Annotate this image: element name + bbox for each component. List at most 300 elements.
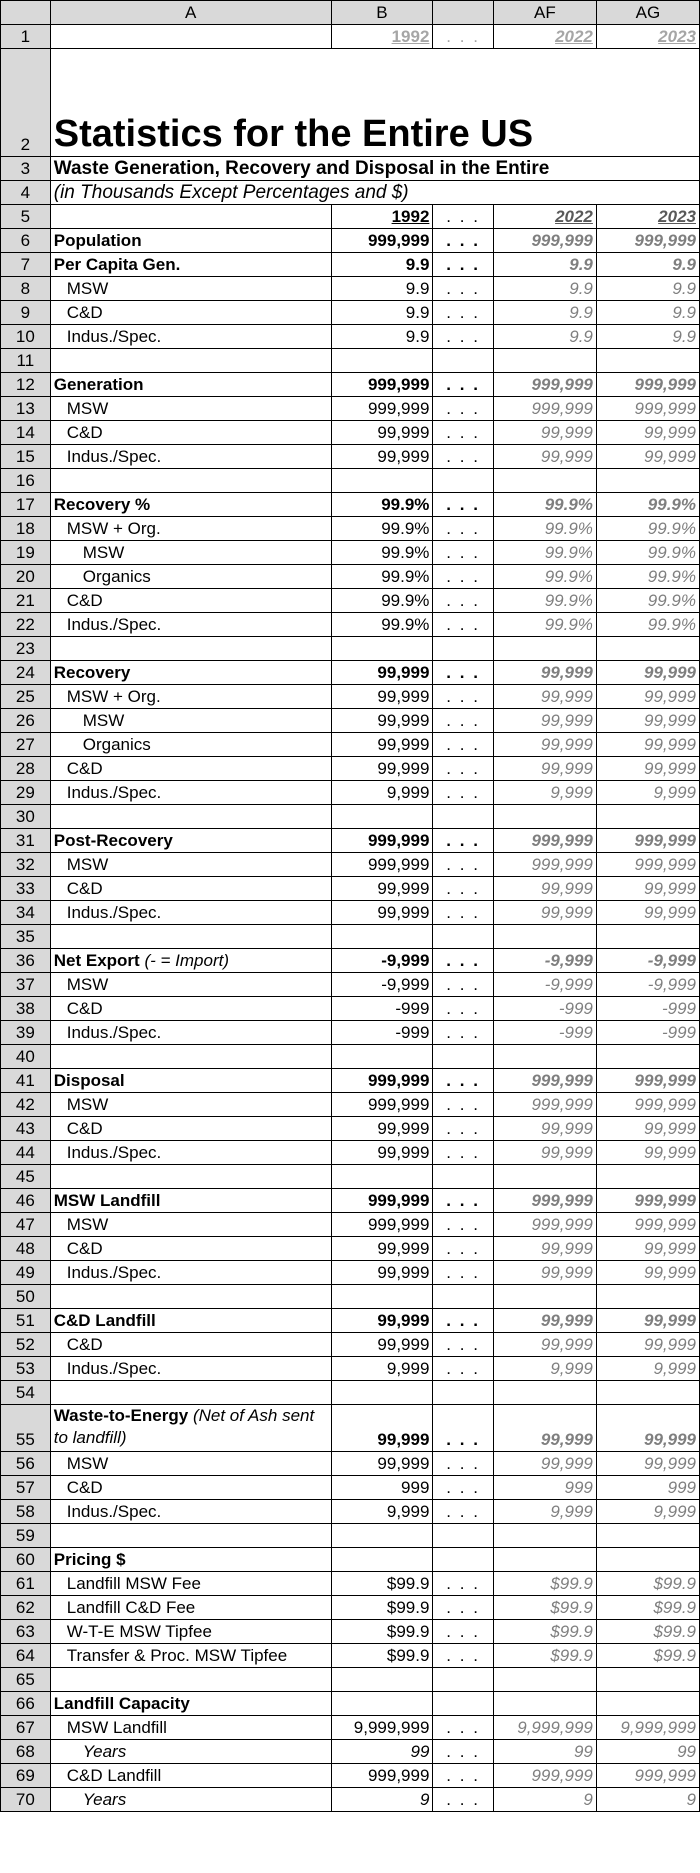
row-label[interactable] xyxy=(50,1596,331,1620)
value-1992[interactable]: -9,999 xyxy=(331,973,433,997)
row-label[interactable] xyxy=(50,613,331,637)
row-label[interactable] xyxy=(50,877,331,901)
row-label[interactable] xyxy=(50,661,331,685)
column-header-af[interactable]: AF xyxy=(493,1,596,25)
cell[interactable] xyxy=(50,1668,331,1692)
row-header[interactable]: 55 xyxy=(1,1405,51,1452)
value-1992[interactable]: 9.9 xyxy=(331,277,433,301)
value-2023[interactable]: 99,999 xyxy=(596,1333,699,1357)
row-header[interactable]: 31 xyxy=(1,829,51,853)
value-1992[interactable]: 99,999 xyxy=(331,421,433,445)
value-2023[interactable]: 999,999 xyxy=(596,853,699,877)
row-label[interactable] xyxy=(50,253,331,277)
cell[interactable] xyxy=(331,349,433,373)
value-2022[interactable]: 999 xyxy=(493,1476,596,1500)
value-2023[interactable]: 99,999 xyxy=(596,757,699,781)
ellipsis-cell[interactable]: . . . xyxy=(433,1500,493,1524)
cell[interactable] xyxy=(493,1045,596,1069)
value-2023[interactable]: 9.9 xyxy=(596,277,699,301)
value-2022[interactable] xyxy=(493,1548,596,1572)
row-label[interactable] xyxy=(50,493,331,517)
value-2023[interactable]: -9,999 xyxy=(596,973,699,997)
row-label[interactable] xyxy=(50,1716,331,1740)
row-header[interactable]: 60 xyxy=(1,1548,51,1572)
cell[interactable] xyxy=(50,1045,331,1069)
value-1992[interactable]: 99,999 xyxy=(331,733,433,757)
value-1992[interactable]: $99.9 xyxy=(331,1572,433,1596)
cell[interactable] xyxy=(50,469,331,493)
cell[interactable] xyxy=(596,469,699,493)
value-2022[interactable]: 9.9 xyxy=(493,277,596,301)
ellipsis-cell[interactable]: . . . xyxy=(433,1309,493,1333)
row-header[interactable]: 5 xyxy=(1,205,51,229)
ellipsis-cell[interactable] xyxy=(433,1692,493,1716)
ellipsis-cell[interactable]: . . . xyxy=(433,997,493,1021)
ellipsis-cell[interactable]: . . . xyxy=(433,1764,493,1788)
value-2023[interactable]: 999,999 xyxy=(596,1093,699,1117)
value-1992[interactable]: 999,999 xyxy=(331,229,433,253)
cell[interactable] xyxy=(493,637,596,661)
year-header-2022[interactable]: 2022 xyxy=(493,25,596,49)
row-header[interactable]: 44 xyxy=(1,1141,51,1165)
row-header[interactable]: 41 xyxy=(1,1069,51,1093)
row-header[interactable]: 1 xyxy=(1,25,51,49)
ellipsis-cell[interactable]: . . . xyxy=(433,373,493,397)
row-label[interactable] xyxy=(50,1189,331,1213)
value-1992[interactable]: 99,999 xyxy=(331,901,433,925)
value-2023[interactable]: 99,999 xyxy=(596,709,699,733)
value-2023[interactable]: 99,999 xyxy=(596,877,699,901)
value-2022[interactable]: 99,999 xyxy=(493,1237,596,1261)
row-header[interactable]: 51 xyxy=(1,1309,51,1333)
value-1992[interactable]: 999,999 xyxy=(331,853,433,877)
value-2023[interactable]: 99.9% xyxy=(596,613,699,637)
value-2022[interactable]: 99,999 xyxy=(493,1117,596,1141)
value-1992[interactable]: 99.9% xyxy=(331,589,433,613)
row-header[interactable]: 35 xyxy=(1,925,51,949)
row-header[interactable]: 28 xyxy=(1,757,51,781)
cell[interactable] xyxy=(433,1045,493,1069)
cell[interactable] xyxy=(493,1285,596,1309)
ellipsis-cell[interactable]: . . . xyxy=(433,1620,493,1644)
row-header[interactable]: 16 xyxy=(1,469,51,493)
row-header[interactable]: 8 xyxy=(1,277,51,301)
value-1992[interactable]: 99,999 xyxy=(331,1333,433,1357)
row-header[interactable]: 42 xyxy=(1,1093,51,1117)
value-2022[interactable]: 9.9 xyxy=(493,301,596,325)
row-label[interactable] xyxy=(50,1500,331,1524)
value-2023[interactable]: 9,999 xyxy=(596,1357,699,1381)
value-1992[interactable]: 999,999 xyxy=(331,1069,433,1093)
value-2023[interactable]: 9.9 xyxy=(596,253,699,277)
row-label[interactable] xyxy=(50,733,331,757)
ellipsis-cell[interactable]: . . . xyxy=(433,1021,493,1045)
value-2022[interactable]: 99,999 xyxy=(493,445,596,469)
ellipsis-cell[interactable]: . . . xyxy=(433,1261,493,1285)
column-header-a[interactable]: A xyxy=(50,1,331,25)
value-2022[interactable]: 99,999 xyxy=(493,1141,596,1165)
row-header[interactable]: 19 xyxy=(1,541,51,565)
value-2022[interactable]: $99.9 xyxy=(493,1620,596,1644)
row-header[interactable]: 26 xyxy=(1,709,51,733)
value-2022[interactable]: 9,999 xyxy=(493,1357,596,1381)
value-2022[interactable]: 99,999 xyxy=(493,1261,596,1285)
row-label[interactable] xyxy=(50,901,331,925)
value-2023[interactable]: 9,999 xyxy=(596,1500,699,1524)
value-2022[interactable]: 9.9 xyxy=(493,325,596,349)
ellipsis-cell[interactable]: . . . xyxy=(433,1596,493,1620)
row-header[interactable]: 22 xyxy=(1,613,51,637)
ellipsis-cell[interactable]: . . . xyxy=(433,565,493,589)
row-label[interactable] xyxy=(50,973,331,997)
cell[interactable] xyxy=(596,637,699,661)
value-2023[interactable]: 999,999 xyxy=(596,1213,699,1237)
value-2022[interactable]: 99.9% xyxy=(493,493,596,517)
cell[interactable] xyxy=(433,1165,493,1189)
ellipsis-cell[interactable]: . . . xyxy=(433,421,493,445)
value-1992[interactable]: -999 xyxy=(331,1021,433,1045)
row-label[interactable] xyxy=(50,997,331,1021)
ellipsis-cell[interactable]: . . . xyxy=(433,229,493,253)
year-header-1992[interactable]: 1992 xyxy=(331,25,433,49)
cell[interactable] xyxy=(50,1285,331,1309)
value-2023[interactable]: 9.9 xyxy=(596,301,699,325)
row-header[interactable]: 18 xyxy=(1,517,51,541)
row-label[interactable] xyxy=(50,1692,331,1716)
row-label[interactable] xyxy=(50,949,331,973)
row-label[interactable] xyxy=(50,1764,331,1788)
value-2022[interactable]: 9,999 xyxy=(493,781,596,805)
value-2023[interactable]: 9 xyxy=(596,1788,699,1812)
value-2022[interactable]: 99 xyxy=(493,1740,596,1764)
row-header[interactable]: 49 xyxy=(1,1261,51,1285)
ellipsis-cell[interactable]: . . . xyxy=(433,301,493,325)
value-2022[interactable]: 999,999 xyxy=(493,373,596,397)
ellipsis-cell[interactable]: . . . xyxy=(433,493,493,517)
value-1992[interactable] xyxy=(331,1692,433,1716)
value-2022[interactable]: 9,999 xyxy=(493,1500,596,1524)
cell[interactable] xyxy=(433,1381,493,1405)
row-header[interactable]: 62 xyxy=(1,1596,51,1620)
cell[interactable] xyxy=(596,1381,699,1405)
units-note[interactable]: (in Thousands Except Percentages and $) xyxy=(50,181,699,205)
value-2023[interactable]: $99.9 xyxy=(596,1620,699,1644)
row-header[interactable]: 25 xyxy=(1,685,51,709)
year-label-2023[interactable]: 2023 xyxy=(596,205,699,229)
ellipsis-cell[interactable]: . . . xyxy=(433,1405,493,1452)
ellipsis-cell[interactable]: . . . xyxy=(433,877,493,901)
value-1992[interactable]: 9,999,999 xyxy=(331,1716,433,1740)
ellipsis-cell[interactable]: . . . xyxy=(433,205,493,229)
row-header[interactable]: 36 xyxy=(1,949,51,973)
row-header[interactable]: 47 xyxy=(1,1213,51,1237)
value-2023[interactable]: 9,999 xyxy=(596,781,699,805)
row-label[interactable] xyxy=(50,421,331,445)
column-header-gap[interactable] xyxy=(433,1,493,25)
cell[interactable] xyxy=(433,1285,493,1309)
value-1992[interactable]: -9,999 xyxy=(331,949,433,973)
row-header[interactable]: 10 xyxy=(1,325,51,349)
cell[interactable] xyxy=(50,637,331,661)
cell[interactable] xyxy=(596,1285,699,1309)
select-all-corner[interactable] xyxy=(1,1,51,25)
value-1992[interactable]: 9.9 xyxy=(331,325,433,349)
value-2023[interactable]: 9,999,999 xyxy=(596,1716,699,1740)
cell[interactable] xyxy=(331,1045,433,1069)
row-label[interactable] xyxy=(50,565,331,589)
value-2023[interactable]: -999 xyxy=(596,997,699,1021)
row-header[interactable]: 69 xyxy=(1,1764,51,1788)
value-2022[interactable]: 99,999 xyxy=(493,685,596,709)
value-2023[interactable]: 999,999 xyxy=(596,229,699,253)
cell[interactable] xyxy=(331,469,433,493)
cell[interactable] xyxy=(331,637,433,661)
page-title[interactable]: Statistics for the Entire US xyxy=(50,49,699,157)
row-label[interactable] xyxy=(50,325,331,349)
value-2022[interactable]: 99,999 xyxy=(493,757,596,781)
row-header[interactable]: 50 xyxy=(1,1285,51,1309)
value-1992[interactable]: 99,999 xyxy=(331,1237,433,1261)
cell[interactable] xyxy=(50,349,331,373)
row-label[interactable] xyxy=(50,1740,331,1764)
ellipsis-cell[interactable] xyxy=(433,1548,493,1572)
cell[interactable] xyxy=(331,1165,433,1189)
value-2022[interactable]: 99,999 xyxy=(493,661,596,685)
value-1992[interactable]: -999 xyxy=(331,997,433,1021)
ellipsis-cell[interactable]: . . . xyxy=(433,1093,493,1117)
value-2023[interactable]: 99,999 xyxy=(596,901,699,925)
row-label[interactable] xyxy=(50,1237,331,1261)
value-2023[interactable]: 99,999 xyxy=(596,1405,699,1452)
row-header[interactable]: 4 xyxy=(1,181,51,205)
value-1992[interactable]: 9.9 xyxy=(331,301,433,325)
value-1992[interactable]: 999,999 xyxy=(331,1213,433,1237)
row-label[interactable] xyxy=(50,301,331,325)
value-2022[interactable]: 99,999 xyxy=(493,733,596,757)
value-1992[interactable]: 99.9% xyxy=(331,613,433,637)
row-label[interactable] xyxy=(50,1117,331,1141)
row-header[interactable]: 53 xyxy=(1,1357,51,1381)
cell[interactable] xyxy=(493,1381,596,1405)
value-2023[interactable]: $99.9 xyxy=(596,1572,699,1596)
value-2022[interactable]: 999,999 xyxy=(493,1764,596,1788)
row-label[interactable] xyxy=(50,1788,331,1812)
row-header[interactable]: 45 xyxy=(1,1165,51,1189)
row-header[interactable]: 68 xyxy=(1,1740,51,1764)
row-label[interactable] xyxy=(50,1213,331,1237)
value-2023[interactable]: -9,999 xyxy=(596,949,699,973)
value-2022[interactable]: 9 xyxy=(493,1788,596,1812)
value-2022[interactable]: 99.9% xyxy=(493,613,596,637)
row-label[interactable] xyxy=(50,1644,331,1668)
row-header[interactable]: 29 xyxy=(1,781,51,805)
row-label[interactable] xyxy=(50,1261,331,1285)
value-2023[interactable]: 99.9% xyxy=(596,493,699,517)
row-label[interactable] xyxy=(50,1021,331,1045)
ellipsis-cell[interactable]: . . . xyxy=(433,901,493,925)
value-2022[interactable]: 99,999 xyxy=(493,421,596,445)
value-2023[interactable]: 999 xyxy=(596,1476,699,1500)
row-header[interactable]: 64 xyxy=(1,1644,51,1668)
value-2022[interactable]: -999 xyxy=(493,997,596,1021)
row-header[interactable]: 54 xyxy=(1,1381,51,1405)
row-header[interactable]: 20 xyxy=(1,565,51,589)
row-header[interactable]: 15 xyxy=(1,445,51,469)
row-header[interactable]: 59 xyxy=(1,1524,51,1548)
row-header[interactable]: 63 xyxy=(1,1620,51,1644)
value-1992[interactable]: 99.9% xyxy=(331,541,433,565)
value-1992[interactable]: 99.9% xyxy=(331,517,433,541)
cell[interactable] xyxy=(596,1524,699,1548)
value-2022[interactable] xyxy=(493,1692,596,1716)
row-header[interactable]: 23 xyxy=(1,637,51,661)
value-2023[interactable]: $99.9 xyxy=(596,1596,699,1620)
value-2023[interactable]: 999,999 xyxy=(596,373,699,397)
ellipsis-cell[interactable]: . . . xyxy=(433,253,493,277)
cell[interactable] xyxy=(493,1668,596,1692)
value-2023[interactable]: 999,999 xyxy=(596,1069,699,1093)
row-header[interactable]: 46 xyxy=(1,1189,51,1213)
cell[interactable] xyxy=(331,925,433,949)
row-label[interactable] xyxy=(50,1548,331,1572)
value-1992[interactable]: 999,999 xyxy=(331,1189,433,1213)
row-label[interactable] xyxy=(50,1452,331,1476)
value-2023[interactable]: 99.9% xyxy=(596,589,699,613)
value-1992[interactable]: 99.9% xyxy=(331,493,433,517)
value-2023[interactable]: 99.9% xyxy=(596,541,699,565)
ellipsis-cell[interactable]: . . . xyxy=(433,445,493,469)
ellipsis-cell[interactable]: . . . xyxy=(433,853,493,877)
value-1992[interactable]: 99,999 xyxy=(331,1117,433,1141)
value-2022[interactable]: 99.9% xyxy=(493,517,596,541)
ellipsis-cell[interactable]: . . . xyxy=(433,733,493,757)
value-1992[interactable]: $99.9 xyxy=(331,1644,433,1668)
cell[interactable] xyxy=(493,469,596,493)
row-label[interactable] xyxy=(50,709,331,733)
value-2023[interactable]: 999,999 xyxy=(596,397,699,421)
value-1992[interactable]: 99,999 xyxy=(331,661,433,685)
row-header[interactable]: 30 xyxy=(1,805,51,829)
row-label[interactable] xyxy=(50,229,331,253)
row-label[interactable] xyxy=(50,829,331,853)
cell[interactable] xyxy=(50,25,331,49)
row-label[interactable] xyxy=(50,1309,331,1333)
row-header[interactable]: 2 xyxy=(1,49,51,157)
row-label[interactable] xyxy=(50,757,331,781)
value-2022[interactable]: 99,999 xyxy=(493,1405,596,1452)
row-header[interactable]: 32 xyxy=(1,853,51,877)
cell[interactable] xyxy=(433,637,493,661)
row-label[interactable] xyxy=(50,1620,331,1644)
row-header[interactable]: 3 xyxy=(1,157,51,181)
value-2023[interactable]: 99,999 xyxy=(596,685,699,709)
value-2023[interactable]: 99,999 xyxy=(596,661,699,685)
row-label[interactable] xyxy=(50,685,331,709)
ellipsis-cell[interactable]: . . . xyxy=(433,589,493,613)
value-1992[interactable]: 9,999 xyxy=(331,1500,433,1524)
row-header[interactable]: 9 xyxy=(1,301,51,325)
ellipsis-cell[interactable]: . . . xyxy=(433,1333,493,1357)
row-header[interactable]: 12 xyxy=(1,373,51,397)
value-1992[interactable]: 9,999 xyxy=(331,781,433,805)
cell[interactable] xyxy=(50,1165,331,1189)
ellipsis-cell[interactable]: . . . xyxy=(433,973,493,997)
row-label[interactable] xyxy=(50,853,331,877)
cell[interactable] xyxy=(331,1524,433,1548)
row-header[interactable]: 61 xyxy=(1,1572,51,1596)
row-label[interactable] xyxy=(50,1069,331,1093)
cell[interactable] xyxy=(596,1165,699,1189)
value-2023[interactable]: 99,999 xyxy=(596,1261,699,1285)
value-2022[interactable]: 99,999 xyxy=(493,1309,596,1333)
value-1992[interactable]: 99 xyxy=(331,1740,433,1764)
value-2023[interactable]: 9.9 xyxy=(596,325,699,349)
value-2022[interactable]: 999,999 xyxy=(493,229,596,253)
cell[interactable] xyxy=(596,925,699,949)
cell[interactable] xyxy=(433,349,493,373)
value-2023[interactable]: -999 xyxy=(596,1021,699,1045)
value-1992[interactable]: $99.9 xyxy=(331,1596,433,1620)
row-header[interactable]: 34 xyxy=(1,901,51,925)
cell[interactable] xyxy=(596,349,699,373)
row-header[interactable]: 57 xyxy=(1,1476,51,1500)
row-header[interactable]: 27 xyxy=(1,733,51,757)
year-label-1992[interactable]: 1992 xyxy=(331,205,433,229)
row-header[interactable]: 37 xyxy=(1,973,51,997)
cell[interactable] xyxy=(331,1668,433,1692)
ellipsis-cell[interactable]: . . . xyxy=(433,757,493,781)
value-2023[interactable]: 999,999 xyxy=(596,829,699,853)
cell[interactable] xyxy=(331,805,433,829)
value-2022[interactable]: 9.9 xyxy=(493,253,596,277)
row-header[interactable]: 13 xyxy=(1,397,51,421)
row-label[interactable] xyxy=(50,1405,331,1452)
row-header[interactable]: 70 xyxy=(1,1788,51,1812)
page-subtitle[interactable]: Waste Generation, Recovery and Disposal in the Entire xyxy=(50,157,699,181)
value-2022[interactable]: 99.9% xyxy=(493,565,596,589)
value-2022[interactable]: 999,999 xyxy=(493,1213,596,1237)
ellipsis-cell[interactable]: . . . xyxy=(433,829,493,853)
value-2022[interactable]: $99.9 xyxy=(493,1596,596,1620)
cell[interactable] xyxy=(493,349,596,373)
ellipsis-cell[interactable]: . . . xyxy=(433,325,493,349)
value-1992[interactable]: 999,999 xyxy=(331,397,433,421)
ellipsis-cell[interactable]: . . . xyxy=(433,1476,493,1500)
value-2023[interactable]: 99,999 xyxy=(596,1452,699,1476)
value-2022[interactable]: 99,999 xyxy=(493,1452,596,1476)
value-2022[interactable]: 99,999 xyxy=(493,709,596,733)
row-header[interactable]: 43 xyxy=(1,1117,51,1141)
value-1992[interactable]: 99,999 xyxy=(331,445,433,469)
ellipsis-cell[interactable]: . . . xyxy=(433,709,493,733)
row-header[interactable]: 21 xyxy=(1,589,51,613)
cell[interactable] xyxy=(433,925,493,949)
ellipsis-cell[interactable]: . . . xyxy=(433,541,493,565)
cell[interactable] xyxy=(50,1524,331,1548)
row-header[interactable]: 17 xyxy=(1,493,51,517)
cell[interactable] xyxy=(596,805,699,829)
ellipsis-cell[interactable]: . . . xyxy=(433,517,493,541)
column-header-b[interactable]: B xyxy=(331,1,433,25)
row-header[interactable]: 38 xyxy=(1,997,51,1021)
row-header[interactable]: 48 xyxy=(1,1237,51,1261)
ellipsis-cell[interactable]: . . . xyxy=(433,1452,493,1476)
value-1992[interactable] xyxy=(331,1548,433,1572)
row-header[interactable]: 66 xyxy=(1,1692,51,1716)
value-1992[interactable]: 99,999 xyxy=(331,1405,433,1452)
row-label[interactable] xyxy=(50,589,331,613)
row-header[interactable]: 11 xyxy=(1,349,51,373)
